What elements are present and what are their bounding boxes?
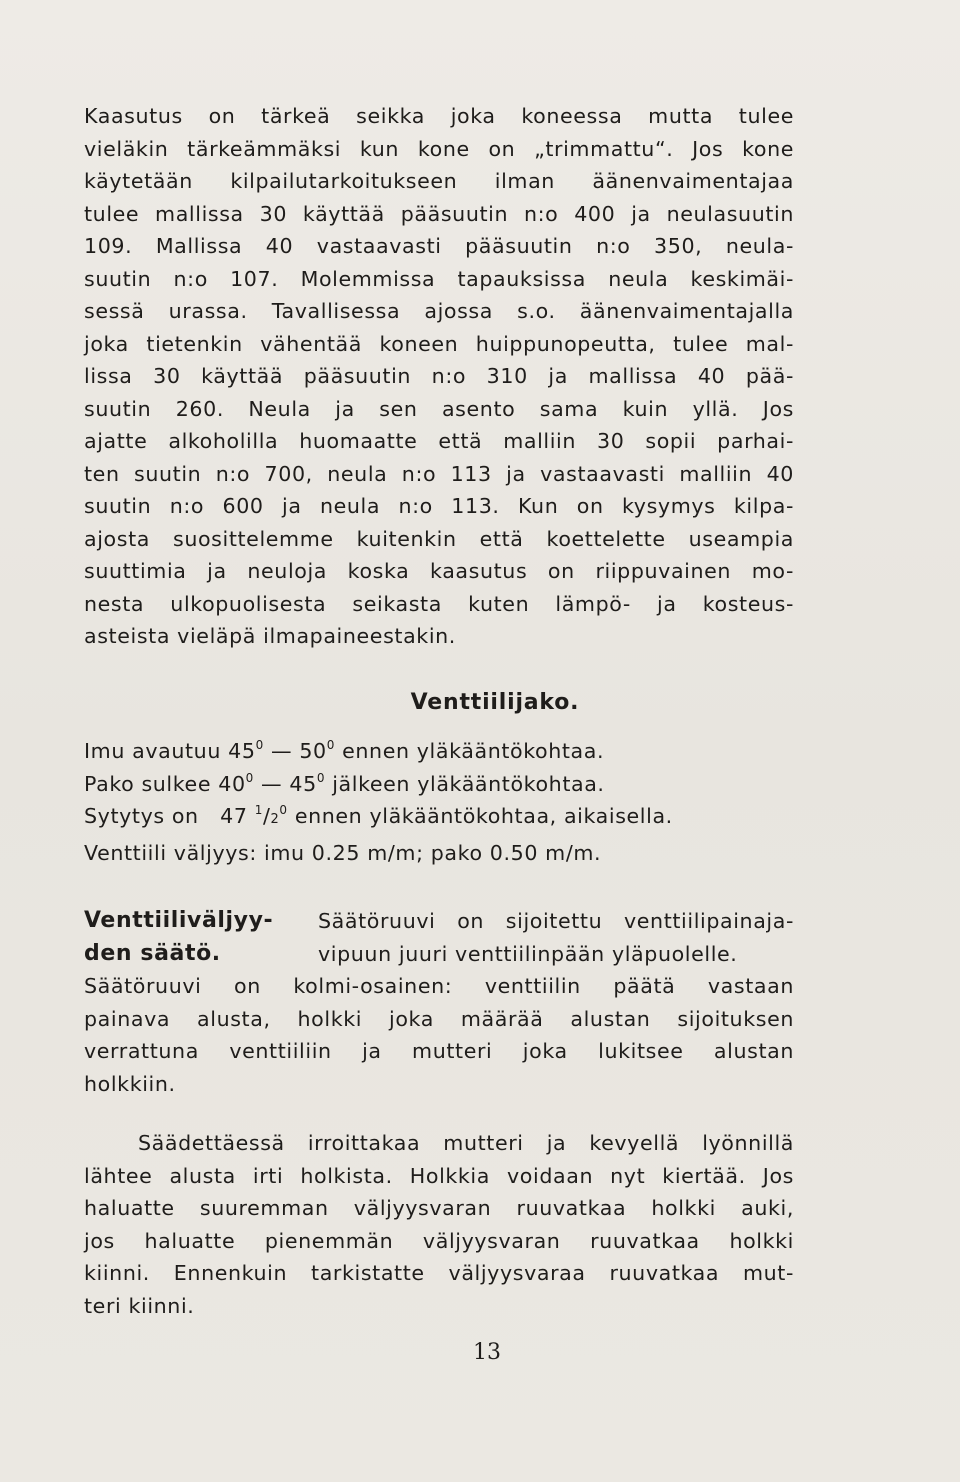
degree-mark: 0 [316, 770, 326, 785]
timing-label: Pako sulkee [84, 771, 212, 796]
section-heading: Venttiilijako. [410, 690, 580, 715]
text-line: suutin n:o 600 ja neula n:o 113. Kun on kysymys kilpa- [84, 494, 794, 518]
text-line: ajosta suosittelemme kuitenkin että koettelette useampia [84, 526, 794, 551]
angle-to: 50 [299, 739, 327, 763]
timing-rest: ennen yläkääntökohtaa, aikaisella. [294, 804, 673, 828]
text-line: haluatte suuremman väljyysvaran ruuvatkaa holkki auki, [84, 1196, 794, 1220]
text-line: suutin 260. Neula ja sen asento sama kuin yllä. Jos [84, 396, 794, 421]
adjust-side-text [318, 905, 794, 970]
heading-line: Venttiiliväljyy- [84, 908, 274, 933]
timing-clearance: Venttiili väljyys: imu 0.25 m/m; pako 0.50 m/m. [84, 840, 602, 865]
text-line: painava alusta, holkki joka määrää alustan sijoituksen [84, 1006, 794, 1031]
angle-from: 45 [228, 739, 256, 763]
text-line: tulee mallissa 30 käyttää pääsuutin n:o 400 ja neulasuutin [84, 201, 794, 226]
text-line: holkkiin. [84, 1071, 176, 1096]
degree-mark: 0 [245, 770, 254, 785]
angle-to: 45 [289, 771, 317, 796]
degree-mark: 0 [255, 738, 264, 752]
fraction-denominator: 2 [270, 812, 280, 827]
text-line: ten suutin n:o 700, neula n:o 113 ja vastaavasti malliin 40 [84, 461, 794, 486]
timing-intake: Imu avautuu $45^0$ — $50^0$ ennen yläkääntökohtaa. [84, 738, 605, 763]
valve-timing-list [84, 735, 794, 869]
text-line: käytetään kilpailutarkoitukseen ilman äänenvaimentajaa [84, 169, 794, 193]
timing-rest: ennen yläkääntökohtaa. [342, 739, 605, 763]
text-line: sessä urassa. Tavallisessa ajossa s.o. äänenvaimentajalla [84, 299, 794, 323]
page-number: 13 [473, 1340, 501, 1365]
text-line: asteista vieläpä ilmapaineestakin. [84, 624, 456, 648]
text-line: lissa 30 käyttää pääsuutin n:o 310 ja mallissa 40 pää- [84, 364, 794, 388]
text-line: joka tietenkin vähentää koneen huippunopeutta, tulee mal- [84, 331, 794, 356]
angle-value: 47 [220, 804, 248, 828]
text-line: 109. Mallissa 40 vastaavasti pääsuutin n:o 350, neula- [84, 234, 794, 258]
angle-from: 40 [218, 771, 246, 796]
text-line: lähtee alusta irti holkista. Holkkia voidaan nyt kiertää. Jos [84, 1163, 794, 1188]
text-line: suuttimia ja neuloja koska kaasutus on riippuvainen mo- [84, 559, 794, 583]
timing-label: Sytytys on [84, 804, 199, 828]
paragraph-adjusting [84, 1127, 794, 1322]
timing-ignition: Sytytys on 47 $^1/2^0$ ennen yläkääntökohtaa, aikaisella. [84, 803, 673, 828]
text-line: nesta ulkopuolisesta seikasta kuten lämpö- ja kosteus- [84, 591, 794, 616]
text-line: vieläkin tärkeämmäksi kun kone on „trimmattu“. Jos kone [84, 136, 794, 161]
text-line: Säätöruuvi on kolmi-osainen: venttiilin päätä vastaan [84, 974, 794, 998]
timing-label: Imu avautuu [84, 739, 221, 763]
text-line: Kaasutus on tärkeä seikka joka koneessa mutta tulee [84, 104, 794, 128]
text-line: kiinni. Ennenkuin tarkistatte väljyysvaraa ruuvatkaa mut- [84, 1261, 794, 1285]
paragraph-carburetion [84, 100, 794, 653]
text-line: suutin n:o 107. Molemmissa tapauksissa neula keskimäi- [84, 266, 794, 291]
timing-rest: jälkeen yläkääntökohtaa. [332, 771, 605, 796]
text-line: ajatte alkoholilla huomaatte että malliin 30 sopii parhai- [84, 429, 794, 453]
paragraph-adjuster-parts [84, 970, 794, 1100]
degree-mark: 0 [326, 738, 335, 752]
text-line: Säädettäessä irroittakaa mutteri ja kevyellä lyönnillä [138, 1131, 794, 1155]
text-line: vipuun juuri venttiilinpään yläpuolelle. [318, 941, 738, 966]
text-line: Säätöruuvi on sijoitettu venttiilipainaja- [318, 909, 794, 933]
heading-line: den säätö. [84, 940, 221, 966]
text-line: teri kiinni. [84, 1293, 195, 1318]
degree-mark: 0 [279, 803, 288, 817]
subsection-heading [84, 905, 319, 970]
timing-exhaust: Pako sulkee $40^0$ — $45^0$ jälkeen yläkääntökohtaa. [84, 770, 605, 796]
fraction-numerator: 1 [254, 803, 263, 817]
text-line: verrattuna venttiiliin ja mutteri joka lukitsee alustan [84, 1039, 794, 1063]
text-line: jos haluatte pienemmän väljyysvaran ruuvatkaa holkki [84, 1228, 794, 1253]
